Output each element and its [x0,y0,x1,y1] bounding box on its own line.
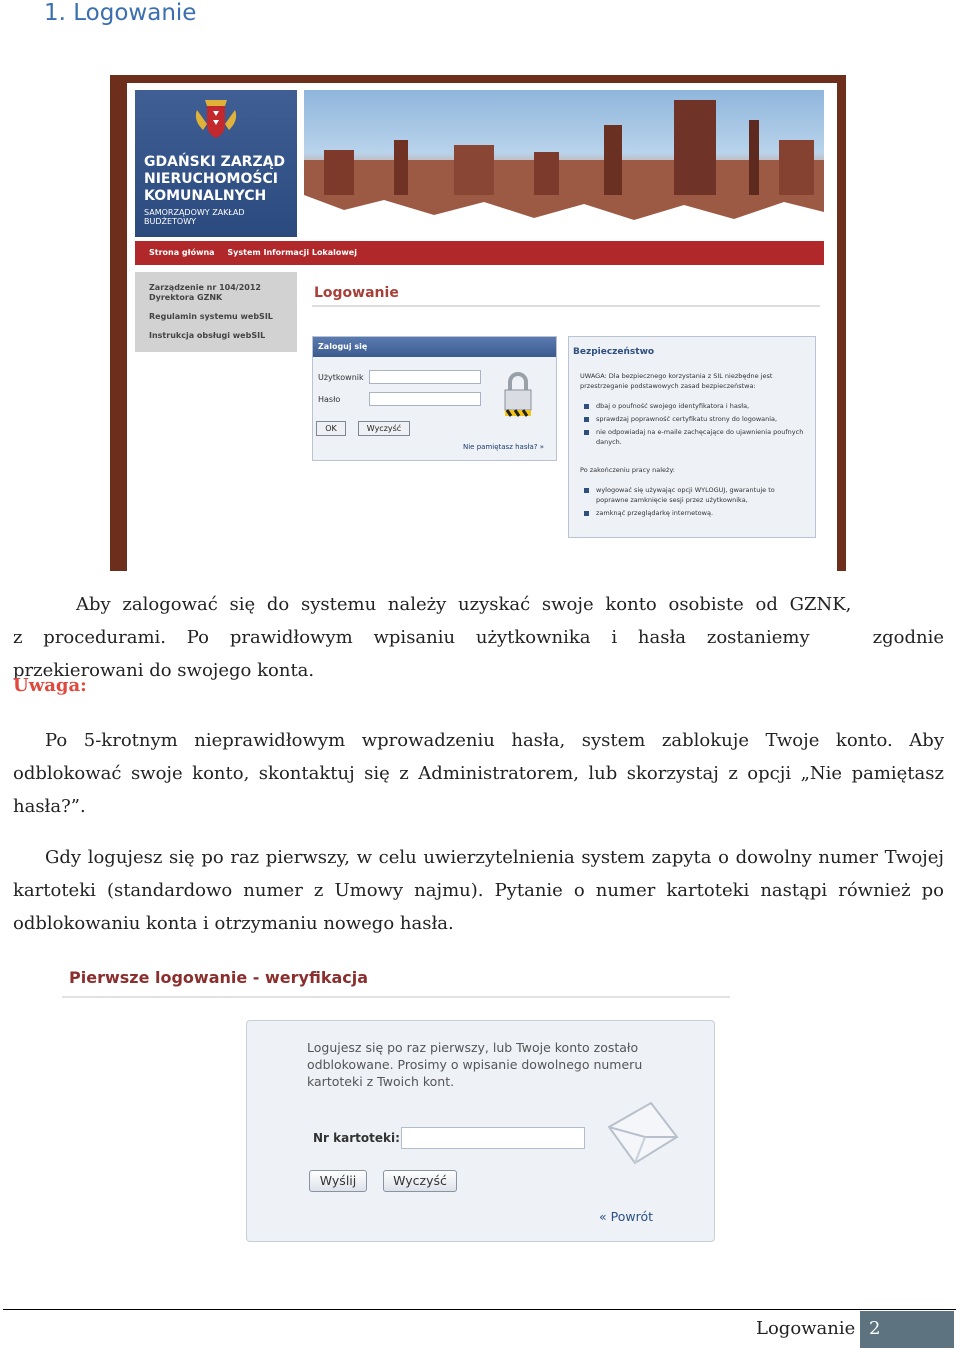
logo-line-2: NIERUCHOMOŚCI [144,171,278,187]
menu-decree-line2[interactable]: Dyrektora GZNK [149,293,223,302]
main-navigation [135,241,824,265]
security-rule: nie odpowiadaj na e-maile zachęcające do ujawnienia poufnych danych. [584,427,804,447]
login-panel [312,336,557,461]
side-menu [135,272,297,352]
paragraph-intro-start: Aby zalogować się do systemu należy uzyskać swoje konto osobiste od GZNK, [76,594,852,615]
verification-panel [246,1020,715,1242]
security-rule: dbaj o poufność swojego identyfikatora i hasła, [584,401,804,411]
paragraph-warning: Po 5-krotnym nieprawidłowym wprowadzeniu hasła, system zablokuje Twoje konto. Aby odblokować swoje konto, skontaktuj się z Administratorem, lub skorzystaj z opcji „Nie pamiętasz hasła?”. [13,730,944,817]
clear-button-verification[interactable]: Wyczyść [383,1170,457,1192]
envelope-icon [599,1097,681,1171]
section-heading: 1. Logowanie [44,0,197,26]
paragraph-intro [13,588,944,687]
password-input[interactable] [369,392,481,406]
paragraph-intro-zgodnie: zgodnie [872,627,944,648]
password-label: Hasło [318,395,341,404]
card-number-label: Nr kartoteki: [313,1131,400,1145]
verification-title: Pierwsze logowanie - weryfikacja [69,968,369,987]
warning-label: Uwaga: [13,675,87,696]
nav-home[interactable]: Strona główna [149,248,215,257]
login-page-screenshot [110,75,846,571]
menu-decree-line1[interactable]: Zarządzenie nr 104/2012 [149,283,261,292]
security-after-rule: wylogować się używając opcji WYLOGUJ, gwarantuje to poprawne zamknięcie sesji przez użytkownika, [584,485,804,505]
username-label: Użytkownik [318,373,364,382]
security-after-rule: zamknąć przeglądarkę internetową. [584,508,804,518]
security-rule: sprawdzaj poprawność certyfikatu strony do logowania, [584,414,804,424]
clear-button[interactable]: Wyczyść [358,421,410,436]
coat-of-arms-icon [191,96,241,142]
nav-sil[interactable]: System Informacji Lokalowej [227,248,357,257]
logo-line-1: GDAŃSKI ZARZĄD [144,154,286,170]
forgot-password-link[interactable]: Nie pamiętasz hasła? » [463,443,544,451]
menu-regulations[interactable]: Regulamin systemu webSIL [149,312,273,321]
security-after-rules [584,485,804,521]
security-after: Po zakończeniu pracy należy: [580,466,676,474]
footer-rule [3,1309,956,1310]
back-link[interactable]: « Powrót [599,1209,653,1224]
skyline-illustration [304,90,824,230]
card-number-input[interactable] [401,1127,585,1149]
page-title: Logowanie [314,285,399,301]
send-button[interactable]: Wyślij [309,1170,367,1192]
username-input[interactable] [369,370,481,384]
paragraph-first-login: Gdy logujesz się po raz pierwszy, w celu uwierzytelnienia system zapyta o dowolny numer Twojej kartoteki (standardowo numer z Umowy najmu). Pytanie o numer kartoteki nastąpi również po odblokowaniu konta i otrzymaniu nowego hasła. [13,847,944,934]
security-title: Bezpieczeństwo [573,347,655,357]
ok-button[interactable]: OK [316,421,346,436]
verification-divider [62,996,730,998]
footer-section-label: Logowanie [756,1318,856,1339]
city-panorama-image [304,90,824,230]
login-panel-header: Zaloguj się [313,337,556,357]
title-divider [312,305,820,307]
logo-line-4: SAMORZĄDOWY ZAKŁAD BUDŻETOWY [144,208,245,226]
verification-message: Logujesz się po raz pierwszy, lub Twoje konto zostało odblokowane. Prosimy o wpisanie dowolnego numeru kartoteki z Twoich kont. [307,1040,643,1089]
security-intro: UWAGA: Dla bezpiecznego korzystania z SIL niezbędne jest przestrzeganie podstawowych zasad bezpieczeństwa: [580,372,773,390]
logo-line-3: KOMUNALNYCH [144,188,267,204]
security-rules [584,401,804,450]
menu-manual[interactable]: Instrukcja obsługi webSIL [149,331,266,340]
gznk-logo [135,90,297,237]
security-panel [568,336,816,538]
page-number: 2 [860,1311,954,1348]
padlock-icon [501,370,535,418]
paragraph-intro-end: z procedurami. Po prawidłowym wpisaniu użytkownika i hasła zostaniemy przekierowani do swojego konta. [13,627,810,681]
